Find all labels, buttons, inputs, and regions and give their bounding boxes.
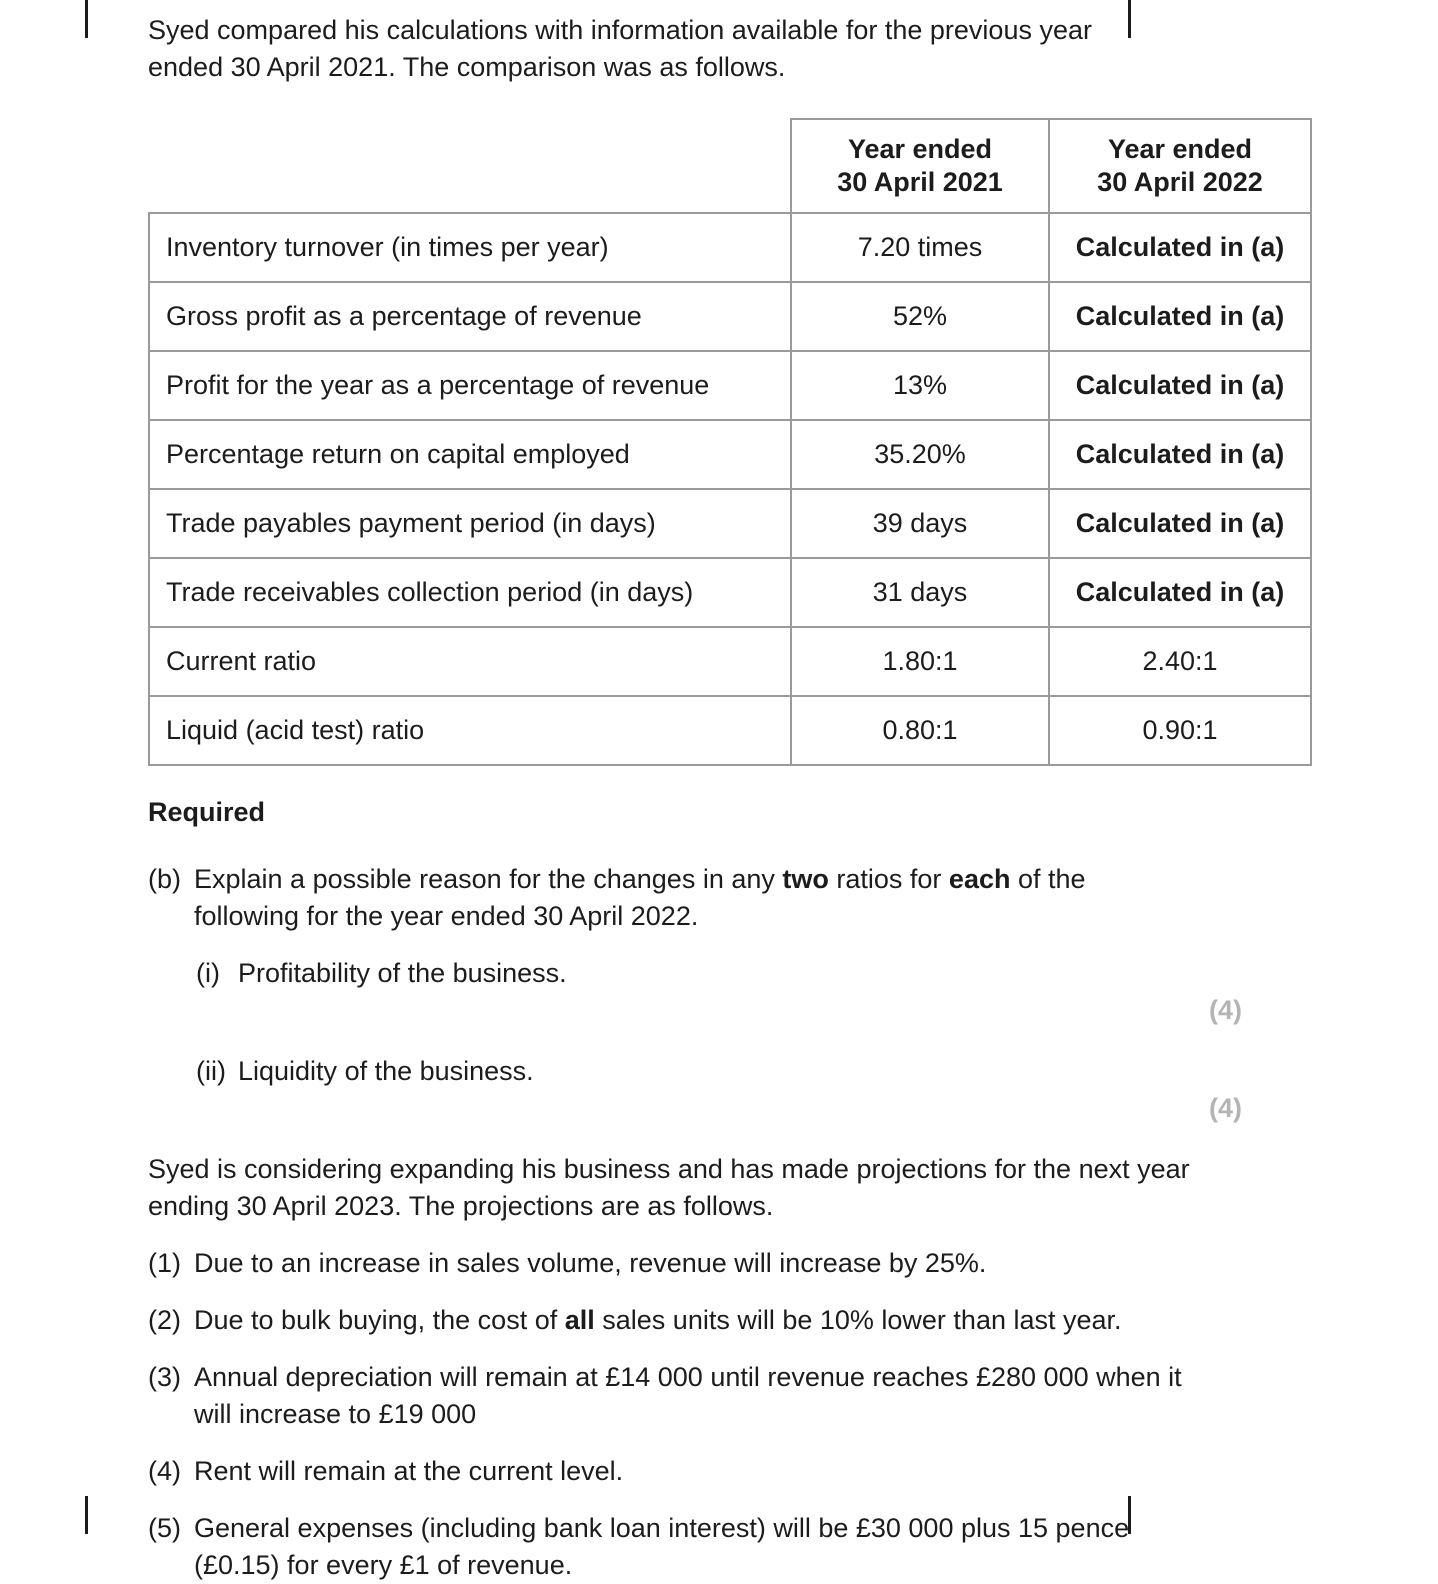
table-row: [149, 351, 1311, 420]
table-row: [149, 282, 1311, 351]
row-value-2021: 35.20%: [791, 420, 1049, 489]
row-value-2021: 7.20 times: [791, 213, 1049, 282]
bold-word-each: each: [948, 864, 1011, 894]
projection-item: [148, 1302, 1310, 1339]
header-year-2022-line2: 30 April 2022: [1097, 167, 1263, 197]
projection-item-text: General expenses (including bank loan interest) will be £30 000 plus 15 pence (£0.15) for every £1 of revenue.: [194, 1513, 1130, 1580]
row-value-2021: 13%: [791, 351, 1049, 420]
marks-badge: (4): [1209, 1093, 1242, 1123]
row-label: Gross profit as a percentage of revenue: [149, 282, 791, 351]
projection-item: [148, 1453, 1310, 1490]
projections-intro: Syed is considering expanding his business and has made projections for the next year ending 30 April 2023. The projections are as follows.: [148, 1154, 1190, 1221]
projection-item-number: (1): [148, 1248, 181, 1278]
projection-item-number: (3): [148, 1362, 181, 1392]
row-value-2022: Calculated in (a): [1049, 213, 1311, 282]
row-label: Liquid (acid test) ratio: [149, 696, 791, 765]
question-b-i-number: (i): [196, 958, 220, 988]
header-year-2021: [791, 119, 1049, 213]
bold-word-all: all: [564, 1305, 595, 1335]
row-value-2022: Calculated in (a): [1049, 282, 1311, 351]
row-value-2021: 31 days: [791, 558, 1049, 627]
question-b-i: [196, 955, 1310, 992]
projection-item-number: (5): [148, 1513, 181, 1543]
page-border-mark-top-left: [85, 0, 88, 38]
question-b-ii: [196, 1053, 1310, 1090]
header-year-2022: [1049, 119, 1311, 213]
row-value-2021: 1.80:1: [791, 627, 1049, 696]
row-value-2022: Calculated in (a): [1049, 558, 1311, 627]
row-value-2022: Calculated in (a): [1049, 351, 1311, 420]
question-b: [148, 861, 1310, 935]
row-label: Inventory turnover (in times per year): [149, 213, 791, 282]
row-value-2021: 0.80:1: [791, 696, 1049, 765]
question-b-number: (b): [148, 864, 181, 894]
projection-item-number: (2): [148, 1305, 181, 1335]
projection-item: [148, 1359, 1310, 1433]
header-year-2021-line2: 30 April 2021: [837, 167, 1003, 197]
question-b-ii-number: (ii): [196, 1056, 226, 1086]
question-b-ii-text: Liquidity of the business.: [238, 1056, 534, 1086]
table-row: [149, 420, 1311, 489]
text-segment: of the following for the year ended 30 April 2022.: [194, 864, 1086, 931]
header-year-2022-line1: Year ended: [1107, 134, 1253, 164]
table-row: [149, 627, 1311, 696]
table-row: [149, 558, 1311, 627]
text-segment: Explain a possible reason for the changes in any: [194, 864, 783, 894]
text-segment: ratios for: [828, 864, 949, 894]
header-year-2021-line1: Year ended: [847, 134, 993, 164]
bold-word-two: two: [782, 864, 829, 894]
question-b-text: [194, 861, 1134, 935]
question-b-i-text: Profitability of the business.: [238, 958, 567, 988]
header-blank-cell: [149, 119, 791, 213]
row-value-2021: 39 days: [791, 489, 1049, 558]
row-label: Trade payables payment period (in days): [149, 489, 791, 558]
exam-page-content: [148, 12, 1310, 1584]
projection-item: [148, 1510, 1310, 1584]
marks-badge: (4): [1209, 995, 1242, 1025]
projection-item-text: Rent will remain at the current level.: [194, 1456, 624, 1486]
row-label: Trade receivables collection period (in days): [149, 558, 791, 627]
row-value-2021: 52%: [791, 282, 1049, 351]
required-heading: Required: [148, 797, 266, 827]
projection-item-text: Due to an increase in sales volume, revenue will increase by 25%.: [194, 1248, 987, 1278]
projection-item-number: (4): [148, 1456, 181, 1486]
row-label: Current ratio: [149, 627, 791, 696]
page-border-mark-bottom-left: [85, 1496, 88, 1534]
row-label: Profit for the year as a percentage of revenue: [149, 351, 791, 420]
text-segment: Due to bulk buying, the cost of: [194, 1305, 565, 1335]
table-row: [149, 489, 1311, 558]
text-segment: sales units will be 10% lower than last year.: [594, 1305, 1122, 1335]
ratio-comparison-table: [148, 118, 1312, 766]
projection-item: [148, 1245, 1310, 1282]
row-label: Percentage return on capital employed: [149, 420, 791, 489]
row-value-2022: Calculated in (a): [1049, 489, 1311, 558]
row-value-2022: Calculated in (a): [1049, 420, 1311, 489]
table-header-row: [149, 119, 1311, 213]
row-value-2022: 2.40:1: [1049, 627, 1311, 696]
projection-item-text: [194, 1302, 1122, 1339]
intro-paragraph: Syed compared his calculations with information available for the previous year ended 30 April 2021. The comparison was as follows.: [148, 15, 1092, 82]
table-row: [149, 696, 1311, 765]
table-row: [149, 213, 1311, 282]
row-value-2022: 0.90:1: [1049, 696, 1311, 765]
projection-item-text: Annual depreciation will remain at £14 000 until revenue reaches £280 000 when it will increase to £19 000: [194, 1362, 1182, 1429]
